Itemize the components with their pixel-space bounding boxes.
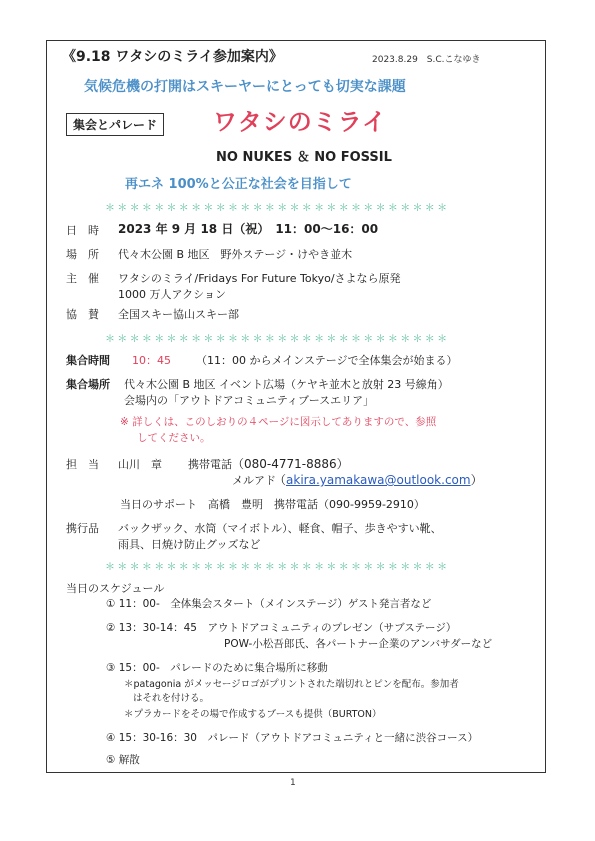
schedule-item-5: ⑤ 解散 <box>106 754 140 766</box>
items-value-1: バックザック、水筒（マイボトル）、軽食、帽子、歩きやすい靴、 <box>118 522 442 535</box>
date-author: 2023.8.29 S.C.こなゆき <box>372 55 481 65</box>
schedule-item-3-note-2: ＊プラカードをその場で作成するブースも提供（BURTON） <box>124 709 382 720</box>
slogan: NO NUKES ＆ NO FOSSIL <box>216 150 392 165</box>
schedule-heading: 当日のスケジュール <box>66 582 165 595</box>
contact-mail-label: メルアド <box>232 474 276 487</box>
contact-phone-label: 携帯電話 <box>188 458 232 471</box>
organizer-value-1: ワタシのミライ/Fridays For Future Tokyo/さよなら原発 <box>118 272 401 285</box>
place-value: 代々木公園 B 地区 野外ステージ・けやき並木 <box>118 248 353 261</box>
meeting-place-label: 集合場所 <box>66 378 110 391</box>
star-divider: ＊＊＊＊＊＊＊＊＊＊＊＊＊＊＊＊＊＊＊＊＊＊＊＊＊＊＊＊ <box>105 334 450 345</box>
contact-name: 山川 章 <box>118 458 162 471</box>
contact-phone: （080-4771-8886） <box>232 457 349 471</box>
datetime-value: 2023 年 9 月 18 日（祝） 11：00～16：00 <box>118 222 379 236</box>
schedule-item-2: ② 13：30-14：45 アウトドアコミュニティのプレゼン（サブステージ） <box>106 622 457 634</box>
event-type-box: 集会とパレード <box>66 113 164 136</box>
items-value-2: 雨具、日焼け防止グッズなど <box>118 538 261 551</box>
sponsor-label: 協 賛 <box>66 308 99 321</box>
organizer-value-2: 1000 万人アクション <box>118 288 226 301</box>
meeting-place-value-1: 代々木公園 B 地区 イベント広場（ケヤキ並木と放射 23 号線角） <box>124 378 449 391</box>
mail-close-paren: ） <box>470 473 483 487</box>
mail-open-paren: （ <box>274 473 287 487</box>
contact-mail-row <box>274 471 483 488</box>
items-label: 携行品 <box>66 522 99 535</box>
schedule-item-3-note-1: ＊patagonia がメッセージロゴがプリントされた端切れとピンを配布。参加者 <box>124 679 459 690</box>
datetime-label: 日 時 <box>66 224 99 237</box>
page-number: 1 <box>290 778 296 788</box>
event-main-title: ワタシのミライ <box>213 108 388 136</box>
meeting-note-1: ※ 詳しくは、このしおりの４ページに図示してありますので、参照 <box>120 416 437 428</box>
meeting-note-2: してください。 <box>137 432 211 444</box>
schedule-item-3: ③ 15：00- パレードのために集合場所に移動 <box>106 662 328 674</box>
meeting-time-value: 10：45 <box>132 354 171 367</box>
star-divider: ＊＊＊＊＊＊＊＊＊＊＊＊＊＊＊＊＊＊＊＊＊＊＊＊＊＊＊＊ <box>105 562 450 573</box>
meeting-time-note: （11：00 からメインステージで全体集会が始まる） <box>196 354 458 367</box>
contact-label: 担 当 <box>66 458 99 471</box>
star-divider: ＊＊＊＊＊＊＊＊＊＊＊＊＊＊＊＊＊＊＊＊＊＊＊＊＊＊＊＊ <box>105 203 450 214</box>
sponsor-value: 全国スキー協山スキー部 <box>118 308 239 321</box>
goal-statement: 再エネ 100%と公正な社会を目指して <box>125 177 352 192</box>
meeting-time-label: 集合時間 <box>66 354 110 367</box>
meeting-place-value-2: 会場内の「アウトドアコミュニティブースエリア」 <box>124 394 375 407</box>
subtitle: 気候危機の打開はスキーヤーにとっても切実な課題 <box>84 79 406 95</box>
support-line: 当日のサポート 高橋 豊明 携帯電話（090-9959-2910） <box>120 498 425 511</box>
schedule-item-4: ④ 15：30-16：30 パレード（アウトドアコミュニティと一緒に渋谷コース） <box>106 732 479 744</box>
page-title: 《9.18 ワタシのミライ参加案内》 <box>62 49 283 65</box>
schedule-item-3-note-1-cont: はそれを付ける。 <box>133 693 210 704</box>
organizer-label: 主 催 <box>66 272 99 285</box>
place-label: 場 所 <box>66 248 99 261</box>
schedule-item-2-detail: POW-小松吾郎氏、各パートナー企業のアンバサダーなど <box>224 638 493 650</box>
schedule-item-1: ① 11：00- 全体集会スタート（メインステージ）ゲスト発言者など <box>106 598 432 610</box>
email-link[interactable]: akira.yamakawa@outlook.com <box>286 473 471 487</box>
